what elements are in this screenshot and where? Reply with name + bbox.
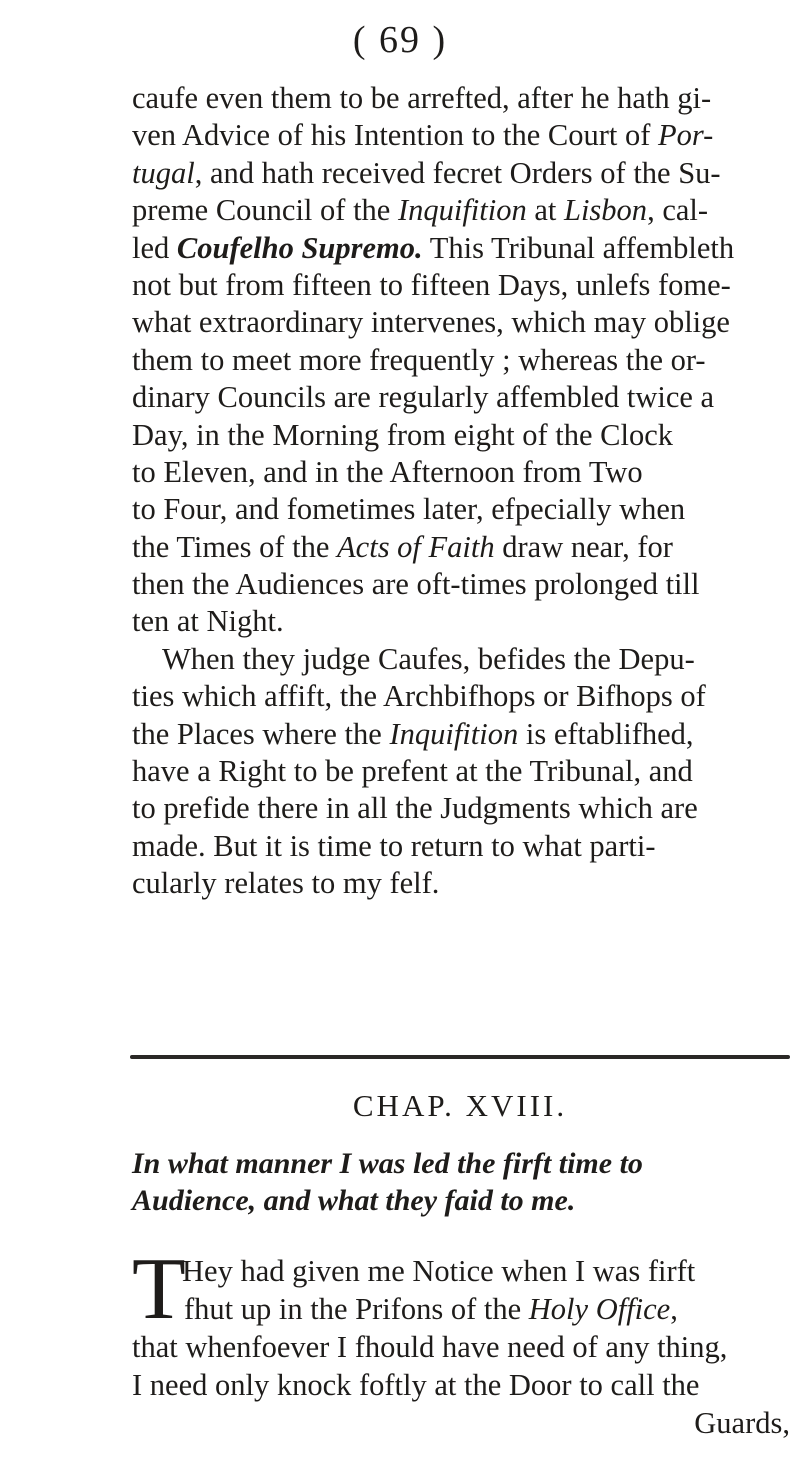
text-line: Hey had given me Notice when I was firft bbox=[182, 1254, 696, 1288]
text-line bbox=[132, 379, 792, 416]
line-text: not but from fifteen to fifteen Days, unlefs fome- bbox=[132, 267, 731, 302]
section-rule bbox=[130, 1055, 790, 1059]
summary-line: In what manner I was led the firft time to bbox=[132, 1147, 643, 1180]
italic-word-portugal-end: tugal bbox=[132, 155, 195, 190]
line-text: ven Advice of his Intention to the Court of bbox=[132, 118, 659, 153]
line-text: at bbox=[526, 193, 564, 228]
line-text: to prefide there in all the Judgments which are bbox=[132, 791, 698, 826]
paragraph-1 bbox=[132, 80, 792, 903]
line-text: draw near, for bbox=[494, 529, 673, 564]
text-line bbox=[132, 230, 792, 267]
text-line bbox=[132, 417, 792, 454]
page-number: ( 69 ) bbox=[352, 19, 448, 61]
text-line bbox=[132, 342, 792, 379]
line-text: This Tribunal affembleth bbox=[429, 230, 735, 265]
line-text: what extraordinary intervenes, which may oblige bbox=[132, 305, 730, 340]
text-line bbox=[132, 678, 792, 715]
line-text: cularly relates to my felf. bbox=[132, 866, 440, 901]
line-text: Day, in the Morning from eight of the Clock bbox=[132, 417, 673, 452]
italic-word-inquisition: Inquifition bbox=[389, 716, 519, 751]
line-text: then the Audiences are oft-times prolonged till bbox=[132, 567, 700, 602]
text-line bbox=[132, 1290, 790, 1328]
text-line bbox=[132, 454, 792, 491]
line-text: When they judge Caufes, befides the Depu- bbox=[162, 641, 695, 676]
text-line bbox=[132, 117, 792, 154]
text-line bbox=[132, 192, 792, 229]
line-text: ten at Night. bbox=[132, 604, 284, 639]
text-line bbox=[132, 753, 792, 790]
line-text: , bbox=[670, 1292, 678, 1326]
text-line bbox=[132, 603, 792, 640]
italic-word-portugal: Por- bbox=[658, 118, 714, 153]
line-text: , and hath received fecret Orders of the Su- bbox=[194, 155, 721, 190]
line-text: have a Right to be prefent at the Tribunal, and bbox=[132, 754, 693, 789]
line-text: dinary Councils are regularly affembled twice a bbox=[132, 380, 715, 415]
line-text: to Eleven, and in the Afternoon from Two bbox=[132, 454, 643, 489]
line-text: to Four, and fometimes later, efpecially when bbox=[132, 492, 686, 527]
line-text: fhut up in the Prifons of the bbox=[184, 1292, 529, 1326]
line-text: led bbox=[132, 230, 177, 265]
text-line: I need only knock foftly at the Door to call the bbox=[132, 1368, 700, 1402]
italic-phrase-acts-of-faith: Acts of Faith bbox=[337, 529, 495, 564]
line-text: the Places where the bbox=[132, 716, 390, 751]
text-line bbox=[132, 267, 792, 304]
line-text: preme Council of the bbox=[132, 193, 398, 228]
text-line bbox=[132, 491, 792, 528]
line-text: caufe even them to be arrefted, after he hath gi- bbox=[132, 81, 712, 115]
italic-phrase-coufelho-supremo: Coufelho Supremo. bbox=[176, 230, 423, 265]
text-line bbox=[132, 716, 792, 753]
line-text: ties which affift, the Archbifhops or Bifhops of bbox=[132, 679, 706, 714]
italic-word-lisbon: Lisbon bbox=[564, 193, 648, 228]
chapter-summary bbox=[132, 1145, 790, 1220]
line-text: , cal- bbox=[647, 193, 709, 228]
text-line bbox=[132, 304, 792, 341]
text-line: that whenfoever I fhould have need of any thing, bbox=[132, 1330, 728, 1364]
catchword: Guards, bbox=[694, 1406, 790, 1440]
line-text: is eftablifhed, bbox=[518, 716, 694, 751]
text-line bbox=[132, 80, 792, 117]
summary-line: Audience, and what they faid to me. bbox=[132, 1184, 576, 1218]
text-line bbox=[132, 566, 792, 603]
text-line bbox=[132, 790, 792, 827]
text-line bbox=[132, 529, 792, 566]
line-text: the Times of the bbox=[132, 529, 338, 564]
paragraph-3 bbox=[132, 1241, 790, 1442]
italic-word-inquisition: Inquifition bbox=[397, 193, 527, 228]
text-line bbox=[132, 828, 792, 865]
line-text: made. But it is time to return to what parti- bbox=[132, 828, 656, 863]
text-line bbox=[132, 155, 792, 192]
text-line bbox=[132, 641, 792, 678]
italic-phrase-holy-office: Holy Office bbox=[528, 1292, 671, 1326]
chapter-heading: CHAP. XVIII. bbox=[352, 1088, 568, 1123]
drop-cap: T bbox=[132, 1241, 186, 1338]
line-text: them to meet more frequently ; whereas the or- bbox=[132, 342, 706, 377]
text-line bbox=[132, 865, 792, 902]
